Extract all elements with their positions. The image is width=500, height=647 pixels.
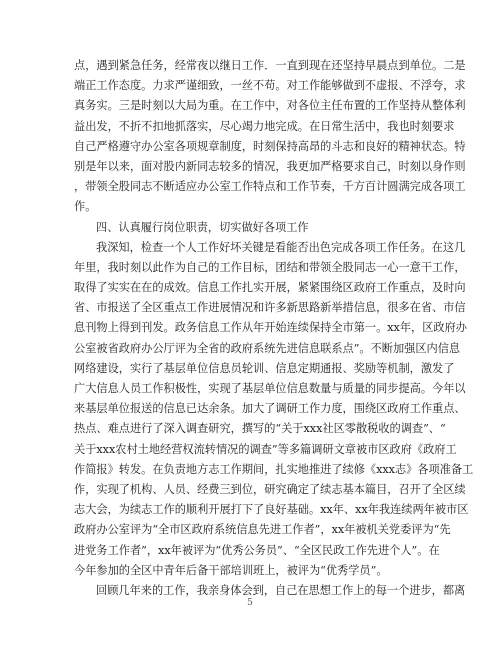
text-line: 回顾几年来的工作，我亲身体会到，自己在思想工作上的每一个进步，都离 (96, 583, 466, 597)
text-line: 政府办公室评为“全市区政府系统信息先进工作者”，xx年被机关党委评为“先 (74, 523, 451, 537)
text-line: 今年参加的全区中青年后备干部培训班上，被评为“优秀学员”。 (74, 563, 388, 577)
text-line: 志大会，为续志工作的顺利开展打下了良好基础。xx年、xx年我连续两年被市区 (74, 503, 469, 517)
text-line: 作。 (74, 200, 97, 214)
text-line: 关于xxx农村土地经营权流转情况的调查”等多篇调研文章被市区政府《政府工 (74, 442, 457, 456)
text-line: 真务实。三是时刻以大局为重。在工作中，对各位主任布置的工作坚持从整体利 (74, 99, 466, 113)
text-line: 省、市报送了全区重点工作进展情况和许多新思路新举措信息，很多在省、市信 (74, 301, 466, 315)
text-line: 端正工作态度。力求严谨细致，一丝不苟。对工作能够做到不虚报、不浮夸，求 (74, 79, 466, 93)
text-line: 我深知，检查一个人工作好坏关键是看能否出色完成各项工作任务。在这几 (96, 240, 466, 254)
text-line: 别是年以来，面对股内新同志较多的情况，我更加严格要求自己，时刻以身作则 (74, 159, 466, 173)
text-line: 息刊物上得到刊发。政务信息工作从年开始连续保持全市第一。xx年，区政府办 (74, 321, 467, 335)
text-line: 取得了实实在在的成效。信息工作扎实开展，紧紧围绕区政府工作重点，及时向 (74, 281, 466, 295)
section-heading: 四、认真履行岗位职责，切实做好各项工作 (96, 220, 309, 234)
text-line: 年里，我时刻以此作为自己的工作目标，团结和带领全股同志一心一意干工作， (74, 260, 466, 274)
text-line: 点，遇到紧急任务，经常夜以继日工作．一直到现在还坚持早晨点到单位。二是 (74, 59, 466, 72)
body-text (74, 56, 474, 601)
text-line: ，带领全股同志不断适应办公室工作特点和工作节奏，千方百计圆满完成各项工 (74, 180, 466, 194)
text-line: 作简报》转发。在负责地方志工作期间，扎实地推进了续修《xxx志》各项准备工 (74, 462, 474, 476)
text-line: 网络建设，实行了基层单位信息员轮训、信息定期通报、奖励等机制，激发了 (74, 361, 455, 375)
text-line: 自己严格遵守办公室各项规章制度，时刻保持高昂的斗志和良好的精神状态。特 (74, 139, 466, 153)
text-line: 公室被省政府办公厅评为全省的政府系统先进信息联系点”。不断加强区内信息 (74, 341, 461, 355)
page-number: 5 (247, 598, 253, 608)
text-line: 热点、难点进行了深入调查研究，撰写的“关于xxx社区零散税收的调查”、“ (74, 422, 446, 436)
text-line: 进党务工作者”，xx年被评为“优秀公务员”、“全区民政工作先进个人”。在 (74, 543, 440, 557)
text-line: 益出发，不折不扣地抓落实，尽心竭力地完成。在日常生活中，我也时刻要求 (74, 119, 455, 133)
text-line: 广大信息人员工作积极性，实现了基层单位信息数量与质量的同步提高。今年以 (74, 382, 466, 395)
text-line: 作，实现了机构、人员、经费三到位，研究确定了续志基本篇目，召开了全区续 (74, 482, 466, 496)
text-line: 来基层单位报送的信息已达余条。加大了调研工作力度，围绕区政府工作重点、 (74, 402, 466, 416)
